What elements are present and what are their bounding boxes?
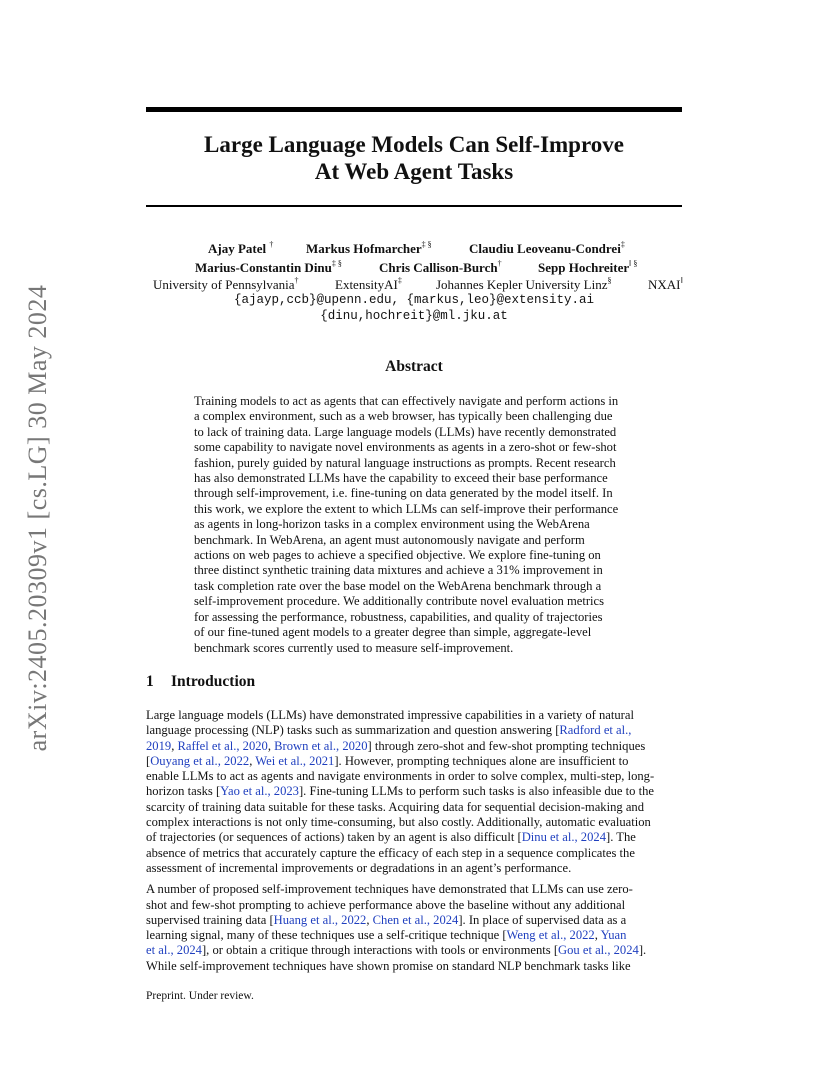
- affiliation-name: ExtensityAI: [335, 277, 398, 292]
- citation-link[interactable]: Wei et al., 2021: [255, 753, 335, 768]
- abstract-line: as agents in long-horizon tasks in a complex environment using the WebArena: [194, 517, 590, 532]
- intro-line: [146, 754, 686, 769]
- affiliation-name: NXAI: [648, 277, 681, 292]
- intro-text: supervised training data [: [146, 912, 274, 927]
- abstract-line: task completion rate over the base model on the WebArena benchmark through a: [194, 578, 602, 593]
- abstract-line: self-improvement procedure. We additionally contribute novel evaluation metrics: [194, 594, 605, 609]
- intro-line: [146, 830, 686, 845]
- intro-line: [146, 928, 686, 943]
- intro-text: ,: [267, 738, 275, 753]
- intro-text: ]. In place of supervised data as a: [458, 912, 627, 927]
- intro-line: [146, 723, 686, 738]
- introduction-body: [146, 708, 686, 974]
- intro-text: ,: [249, 753, 256, 768]
- citation-link[interactable]: Chen et al., 2024: [372, 912, 459, 927]
- intro-line: While self-improvement techniques have shown promise on standard NLP benchmark tasks like: [146, 958, 631, 973]
- author-name: Chris Callison-Burch: [379, 260, 498, 275]
- citation-link[interactable]: Huang et al., 2022: [273, 912, 367, 927]
- title-bottom-rule: [146, 205, 682, 207]
- citation-link[interactable]: Yao et al., 2023: [220, 784, 299, 799]
- author-affil-mark: ‖ §: [629, 259, 638, 268]
- abstract-line: of our fine-tuned agent models to a greater degree than simple, aggregate-level: [194, 625, 592, 640]
- citation-link[interactable]: Gou et al., 2024: [558, 943, 639, 958]
- abstract-body: [194, 394, 634, 656]
- affiliation-mark: ‖: [680, 276, 683, 285]
- citation-link[interactable]: et al., 2024: [146, 943, 202, 958]
- affiliation-name: Johannes Kepler University Linz: [436, 277, 608, 292]
- author-affil-mark: ‡: [620, 240, 625, 249]
- abstract-heading: Abstract: [385, 358, 443, 375]
- author-affil-mark: †: [497, 259, 502, 268]
- abstract-line: benchmark. In WebArena, an agent must autonomously navigate and perform: [194, 532, 585, 547]
- section-heading: [146, 673, 255, 691]
- intro-text: ,: [366, 912, 373, 927]
- abstract-line: actions on web pages to achieve a specified objective. We explore fine-tuning on: [194, 548, 601, 563]
- affiliation-mark: †: [294, 276, 299, 285]
- abstract-line: three distinct synthetic training data mixtures and achieve a 31% improvement in: [194, 563, 603, 578]
- citation-link[interactable]: Radford et al.,: [559, 723, 632, 738]
- title-line: Large Language Models Can Self-Improve: [204, 132, 624, 157]
- intro-text: ,: [171, 738, 178, 753]
- paper-title: [146, 131, 682, 185]
- intro-line: enable LLMs to act as agents and navigate environments in order to solve complex, multi-step, long-: [146, 769, 655, 784]
- intro-line: [146, 784, 686, 799]
- intro-text: ].: [638, 943, 647, 958]
- abstract-line: has also demonstrated LLMs have the capability to exceed their base performance: [194, 471, 608, 486]
- author-affil-mark: ‡ §: [331, 259, 342, 268]
- author-name: Markus Hofmarcher: [306, 241, 422, 256]
- author-name: Marius-Constantin Dinu: [195, 260, 332, 275]
- citation-link[interactable]: Raffel et al., 2020: [177, 738, 268, 753]
- author-name: Ajay Patel: [208, 241, 267, 256]
- intro-line: assessment of incremental improvements or degradations in an agent’s performance.: [146, 860, 572, 875]
- intro-text: ] through zero-shot and few-shot prompting techniques: [367, 738, 646, 753]
- author-name: Sepp Hochreiter: [538, 260, 630, 275]
- abstract-line: benchmark scores currently used to measure self-improvement.: [194, 640, 514, 655]
- author-affil-mark: ‡ §: [421, 240, 432, 249]
- intro-line: complex interactions is not only time-consuming, but also costly. Additionally, automatic evaluation: [146, 815, 651, 830]
- abstract-line: a complex environment, such as a web browser, has typically been challenging due: [194, 409, 613, 424]
- title-top-rule: [146, 107, 682, 112]
- intro-text: ,: [594, 928, 601, 943]
- intro-text: ]. Fine-tuning LLMs to perform such tasks is also infeasible due to the: [298, 784, 654, 799]
- citation-link[interactable]: Brown et al., 2020: [274, 738, 368, 753]
- intro-line: scarcity of training data suitable for these tasks. Acquiring data for sequential decision-making and: [146, 799, 645, 814]
- intro-text: of trajectories (or sequences of actions) taken by an agent is also difficult [: [146, 830, 522, 845]
- citation-link[interactable]: Dinu et al., 2024: [521, 830, 606, 845]
- citation-link[interactable]: Weng et al., 2022: [506, 928, 595, 943]
- intro-line: [146, 739, 686, 754]
- intro-line: [146, 913, 686, 928]
- intro-text: horizon tasks [: [146, 784, 221, 799]
- section-title: Introduction: [171, 673, 256, 690]
- abstract-line: through self-improvement, i.e. fine-tuning on data generated by the model itself. In: [194, 486, 613, 501]
- affiliation-name: University of Pennsylvania: [153, 277, 295, 292]
- arxiv-identifier-stamp: arXiv:2405.20309v1 [cs.LG] 30 May 2024: [23, 284, 52, 752]
- abstract-line: to lack of training data. Large language models (LLMs) have recently demonstrated: [194, 424, 617, 439]
- citation-link[interactable]: 2019: [146, 738, 172, 753]
- intro-line: shot and few-shot prompting to achieve performance above the baseline without any additional: [146, 897, 626, 912]
- intro-text: learning signal, many of these techniques use a self-critique technique [: [146, 928, 507, 943]
- section-number: 1: [146, 673, 154, 690]
- intro-text: language processing (NLP) tasks such as summarization and question answering [: [146, 723, 560, 738]
- intro-text: ]. The: [606, 830, 636, 845]
- email-line: {ajayp,ccb}@upenn.edu, {markus,leo}@extensity.ai: [233, 293, 595, 307]
- intro-text: [: [146, 753, 151, 768]
- citation-link[interactable]: Yuan: [600, 928, 627, 943]
- author-name: Claudiu Leoveanu-Condrei: [469, 241, 621, 256]
- email-line: {dinu,hochreit}@ml.jku.at: [320, 309, 508, 323]
- intro-line: Large language models (LLMs) have demonstrated impressive capabilities in a variety of natural: [146, 708, 634, 722]
- title-line: At Web Agent Tasks: [314, 159, 514, 184]
- author-affil-mark: †: [269, 240, 274, 249]
- intro-text: ], or obtain a critique through interactions with tools or environments [: [201, 943, 559, 958]
- abstract-line: for assessing the performance, robustness, capabilities, and quality of trajectories: [194, 609, 603, 624]
- intro-line: A number of proposed self-improvement techniques have demonstrated that LLMs can use zero-: [146, 882, 633, 897]
- intro-line: [146, 943, 686, 958]
- affiliation-mark: §: [607, 276, 612, 285]
- citation-link[interactable]: Ouyang et al., 2022: [150, 753, 250, 768]
- footer-note: Preprint. Under review.: [146, 990, 254, 1002]
- abstract-line: this work, we explore the extent to which LLMs can self-improve their performance: [194, 501, 619, 516]
- intro-line: absence of metrics that accurately capture the efficacy of each step in a sequence complicates the: [146, 845, 635, 860]
- abstract-line: fashion, purely guided by natural language instructions as prompts. Recent research: [194, 455, 616, 470]
- abstract-line: some capability to navigate novel environments as agents in a zero-shot or few-shot: [194, 440, 617, 455]
- intro-text: ]. However, prompting techniques alone are insufficient to: [334, 753, 629, 768]
- abstract-line: Training models to act as agents that can effectively navigate and perform actions in: [194, 394, 619, 408]
- affiliation-mark: ‡: [397, 276, 402, 285]
